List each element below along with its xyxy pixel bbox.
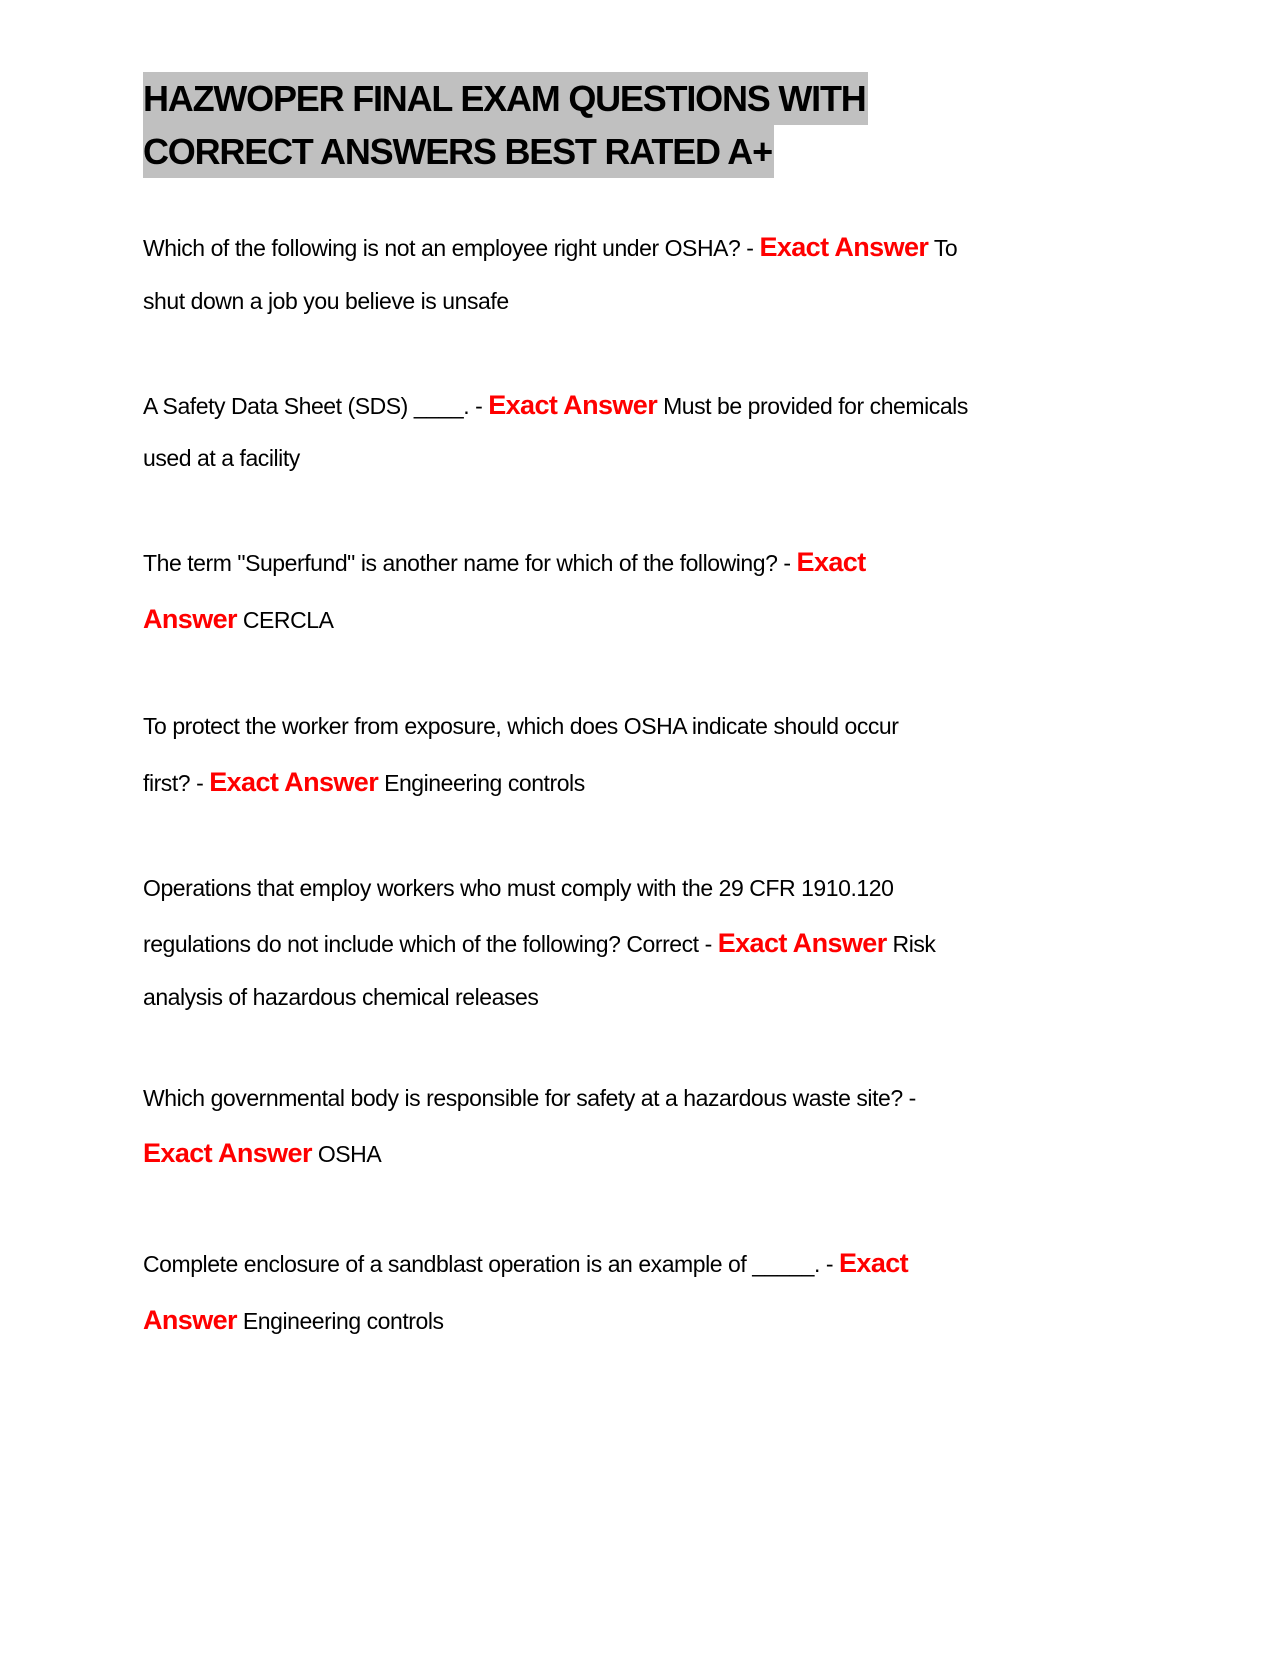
question-text: The term "Superfund" is another name for which of the following? - (143, 550, 797, 576)
question-text: Complete enclosure of a sandblast operation is an example of _____. - (143, 1251, 839, 1277)
qa-line (143, 445, 300, 472)
qa-line (143, 547, 866, 578)
answer-text: analysis of hazardous chemical releases (143, 984, 539, 1010)
answer-text: OSHA (311, 1141, 382, 1167)
answer-text: shut down a job you believe is unsafe (143, 288, 509, 314)
answer-text: CERCLA (236, 607, 334, 633)
qa-line (143, 390, 968, 421)
question-text: Operations that employ workers who must comply with the 29 CFR 1910.120 (143, 875, 894, 901)
answer-label: Exact (839, 1248, 909, 1278)
answer-label: Exact Answer (488, 390, 658, 420)
answer-label: Exact (796, 547, 866, 577)
answer-label: Exact Answer (759, 232, 929, 262)
qa-line (143, 1138, 381, 1169)
answer-label: Answer (143, 604, 237, 634)
qa-line (143, 1085, 916, 1112)
qa-line (143, 928, 935, 959)
qa-line (143, 713, 898, 740)
document-title-line-1: HAZWOPER FINAL EXAM QUESTIONS WITH (143, 72, 868, 125)
answer-text: used at a facility (143, 445, 300, 471)
question-text: Which governmental body is responsible for safety at a hazardous waste site? - (143, 1085, 916, 1111)
question-text: A Safety Data Sheet (SDS) ____. - (143, 393, 489, 419)
question-text: Which of the following is not an employee right under OSHA? - (143, 235, 760, 261)
answer-label: Answer (143, 1305, 237, 1335)
qa-line (143, 767, 585, 798)
qa-line (143, 232, 957, 263)
answer-text: Engineering controls (378, 770, 585, 796)
answer-label: Exact Answer (209, 767, 379, 797)
question-text: regulations do not include which of the following? Correct - (143, 931, 718, 957)
answer-label: Exact Answer (143, 1138, 312, 1168)
question-text: To protect the worker from exposure, which does OSHA indicate should occur (143, 713, 899, 739)
qa-line (143, 288, 509, 315)
answer-text: Engineering controls (236, 1308, 444, 1334)
answer-text: To (928, 235, 958, 261)
qa-line (143, 604, 333, 635)
answer-text: Must be provided for chemicals (657, 393, 968, 419)
document-title-line-2: CORRECT ANSWERS BEST RATED A+ (143, 125, 774, 178)
qa-line (143, 1248, 908, 1279)
question-text: first? - (143, 770, 210, 796)
qa-line (143, 984, 538, 1011)
qa-line (143, 875, 893, 902)
qa-line (143, 1305, 444, 1336)
answer-text: Risk (886, 931, 936, 957)
answer-label: Exact Answer (717, 928, 887, 958)
